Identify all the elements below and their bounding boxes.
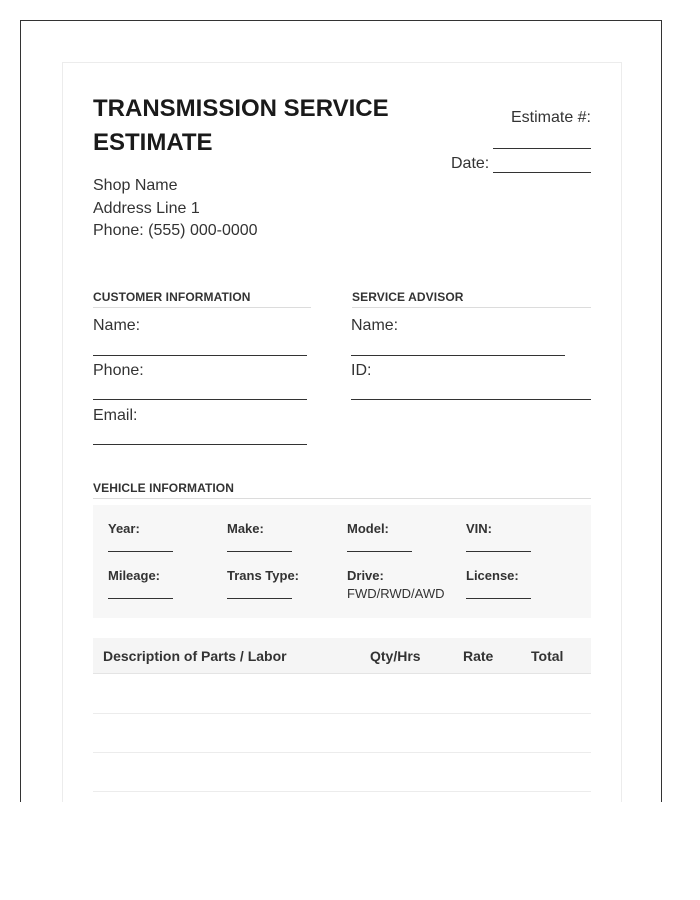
mileage-label: Mileage:	[108, 568, 161, 583]
model-label: Model:	[347, 521, 389, 536]
year-label: Year:	[108, 521, 140, 536]
estimate-number-field[interactable]	[493, 148, 591, 149]
shop-address: Address Line 1	[93, 199, 200, 217]
vehicle-section-heading: VEHICLE INFORMATION	[93, 481, 591, 499]
vehicle-info-box	[93, 505, 591, 618]
customer-name-label: Name:	[93, 317, 141, 334]
column-header-qty: Qty/Hrs	[370, 648, 421, 664]
page-frame	[20, 20, 662, 802]
mileage-field[interactable]	[108, 598, 173, 599]
estimate-number-label: Estimate #:	[510, 109, 591, 126]
shop-phone: Phone: (555) 000-0000	[93, 222, 258, 239]
advisor-id-field[interactable]	[351, 399, 591, 400]
form-title: TRANSMISSION SERVICE ESTIMATE	[93, 95, 389, 156]
estimate-form	[62, 62, 622, 802]
make-label: Make:	[227, 521, 264, 536]
column-header-total: Total	[531, 648, 564, 664]
column-header-description: Description of Parts / Labor	[103, 648, 287, 664]
year-field[interactable]	[108, 551, 173, 552]
customer-section-heading: CUSTOMER INFORMATION	[93, 290, 311, 308]
advisor-section-heading: SERVICE ADVISOR	[352, 290, 591, 308]
license-field[interactable]	[466, 598, 531, 599]
table-row[interactable]	[93, 752, 591, 753]
customer-email-field[interactable]	[93, 444, 307, 445]
drive-label: Drive:	[347, 568, 384, 583]
make-field[interactable]	[227, 551, 292, 552]
vin-field[interactable]	[466, 551, 531, 552]
table-row[interactable]	[93, 791, 591, 792]
model-field[interactable]	[347, 551, 412, 552]
column-header-rate: Rate	[463, 648, 494, 664]
customer-phone-field[interactable]	[93, 399, 307, 400]
advisor-name-label: Name:	[351, 317, 399, 334]
trans-type-label: Trans Type:	[227, 568, 300, 583]
license-label: License:	[466, 568, 519, 583]
date-label: Date:	[451, 155, 490, 172]
customer-email-label: Email:	[93, 407, 138, 424]
parts-table-header	[93, 638, 591, 674]
advisor-id-label: ID:	[351, 362, 372, 379]
advisor-name-field[interactable]	[351, 355, 565, 356]
drive-options[interactable]: FWD/RWD/AWD	[347, 586, 445, 601]
vin-label: VIN:	[466, 521, 492, 536]
shop-info	[93, 175, 258, 243]
customer-phone-label: Phone:	[93, 362, 144, 379]
table-row[interactable]	[93, 713, 591, 714]
date-field[interactable]	[493, 172, 591, 173]
trans-type-field[interactable]	[227, 598, 292, 599]
customer-name-field[interactable]	[93, 355, 307, 356]
shop-name: Shop Name	[93, 177, 178, 194]
